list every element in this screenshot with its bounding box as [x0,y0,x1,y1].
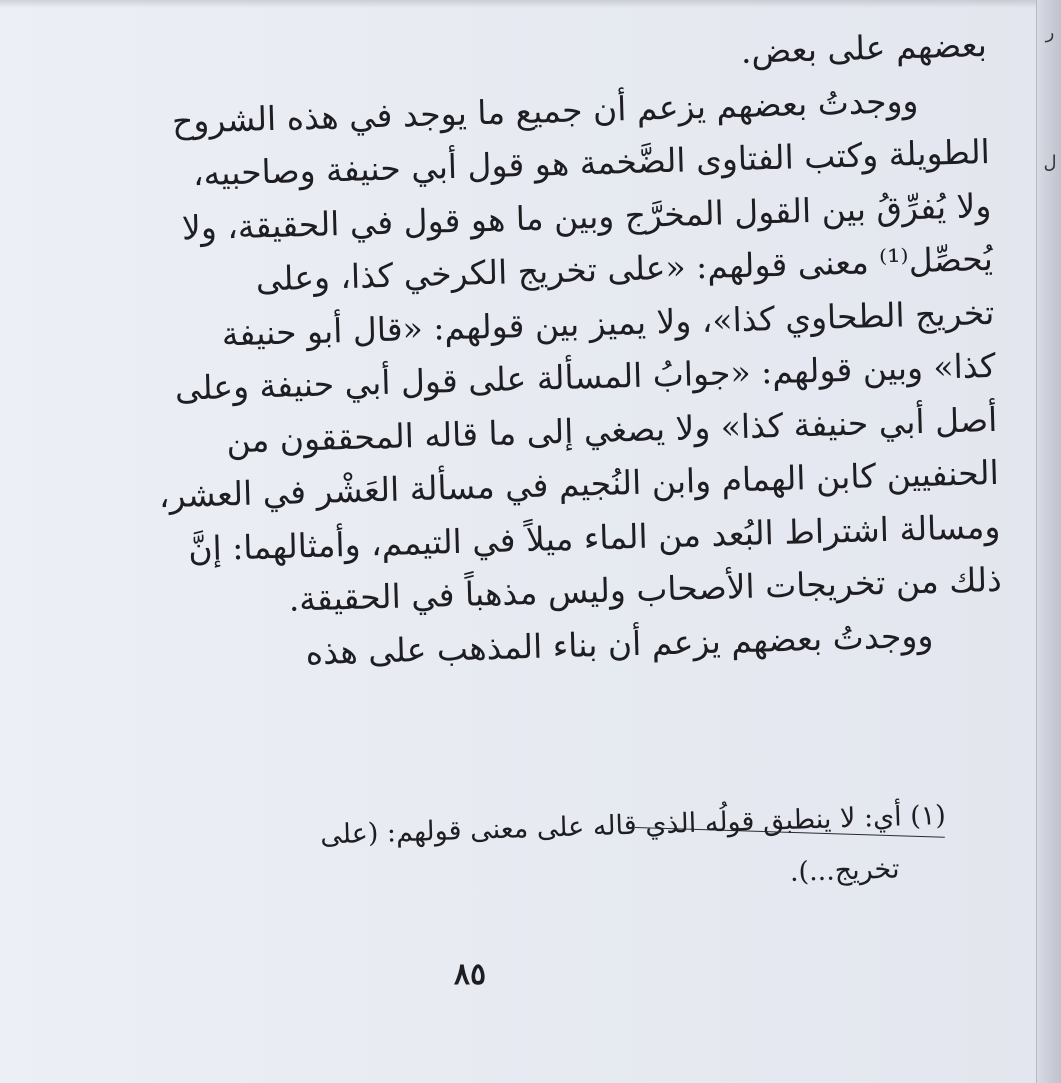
footnote-line: تخريج...). [789,853,900,888]
text-line: أصل أبي حنيفة كذا» ولا يصغي إلى ما قاله المحققون من [225,399,998,460]
footnote-line: (١) أي: لا ينطبق قولُه الذي قاله على معنى قولهم: (على [319,799,947,851]
text-line: ولا يُفرِّقُ بين القول المخرَّج وبين ما هو قول في الحقيقة، ولا [181,185,992,248]
margin-mark: ر [1045,22,1055,43]
text-line: كذا» وبين قولهم: «جوابُ المسألة على قول أبي حنيفة وعلى [174,345,997,408]
footnote-block [40,790,948,922]
text-line: ومسالة اشتراط البُعد من الماء ميلاً في التيمم، وأمثالهما: إنَّ [187,506,1001,568]
text-line: يُحصِّل⁽¹⁾ معنى قولهم: «على تخريج الكرخي كذا، وعلى [255,238,994,299]
text-line: ذلك من تخريجات الأصحاب وليس مذهباً في الحقيقة. [288,559,1003,619]
page-number: ٨٥ [453,957,487,992]
main-text-block [36,18,1004,686]
page-top-shadow [0,0,1061,8]
text-line: ووجدتُ بعضهم يزعم أن بناء المذهب على هذه [305,615,934,672]
text-line: تخريج الطحاوي كذا»، ولا يميز بين قولهم: «قال أبو حنيفة [221,292,995,353]
text-line: الحنفيين كابن الهمام وابن النُجيم في مسألة العَشْر في العشر، [158,452,1000,516]
text-line: ووجدتُ بعضهم يزعم أن جميع ما يوجد في هذه الشروح [171,80,919,141]
text-line: الطويلة وكتب الفتاوى الضَّخمة هو قول أبي حنيفة وصاحبيه، [192,131,991,194]
page-gutter [1036,0,1061,1083]
text-line: بعضهم على بعض. [740,24,988,71]
margin-mark: ل [1043,152,1057,173]
